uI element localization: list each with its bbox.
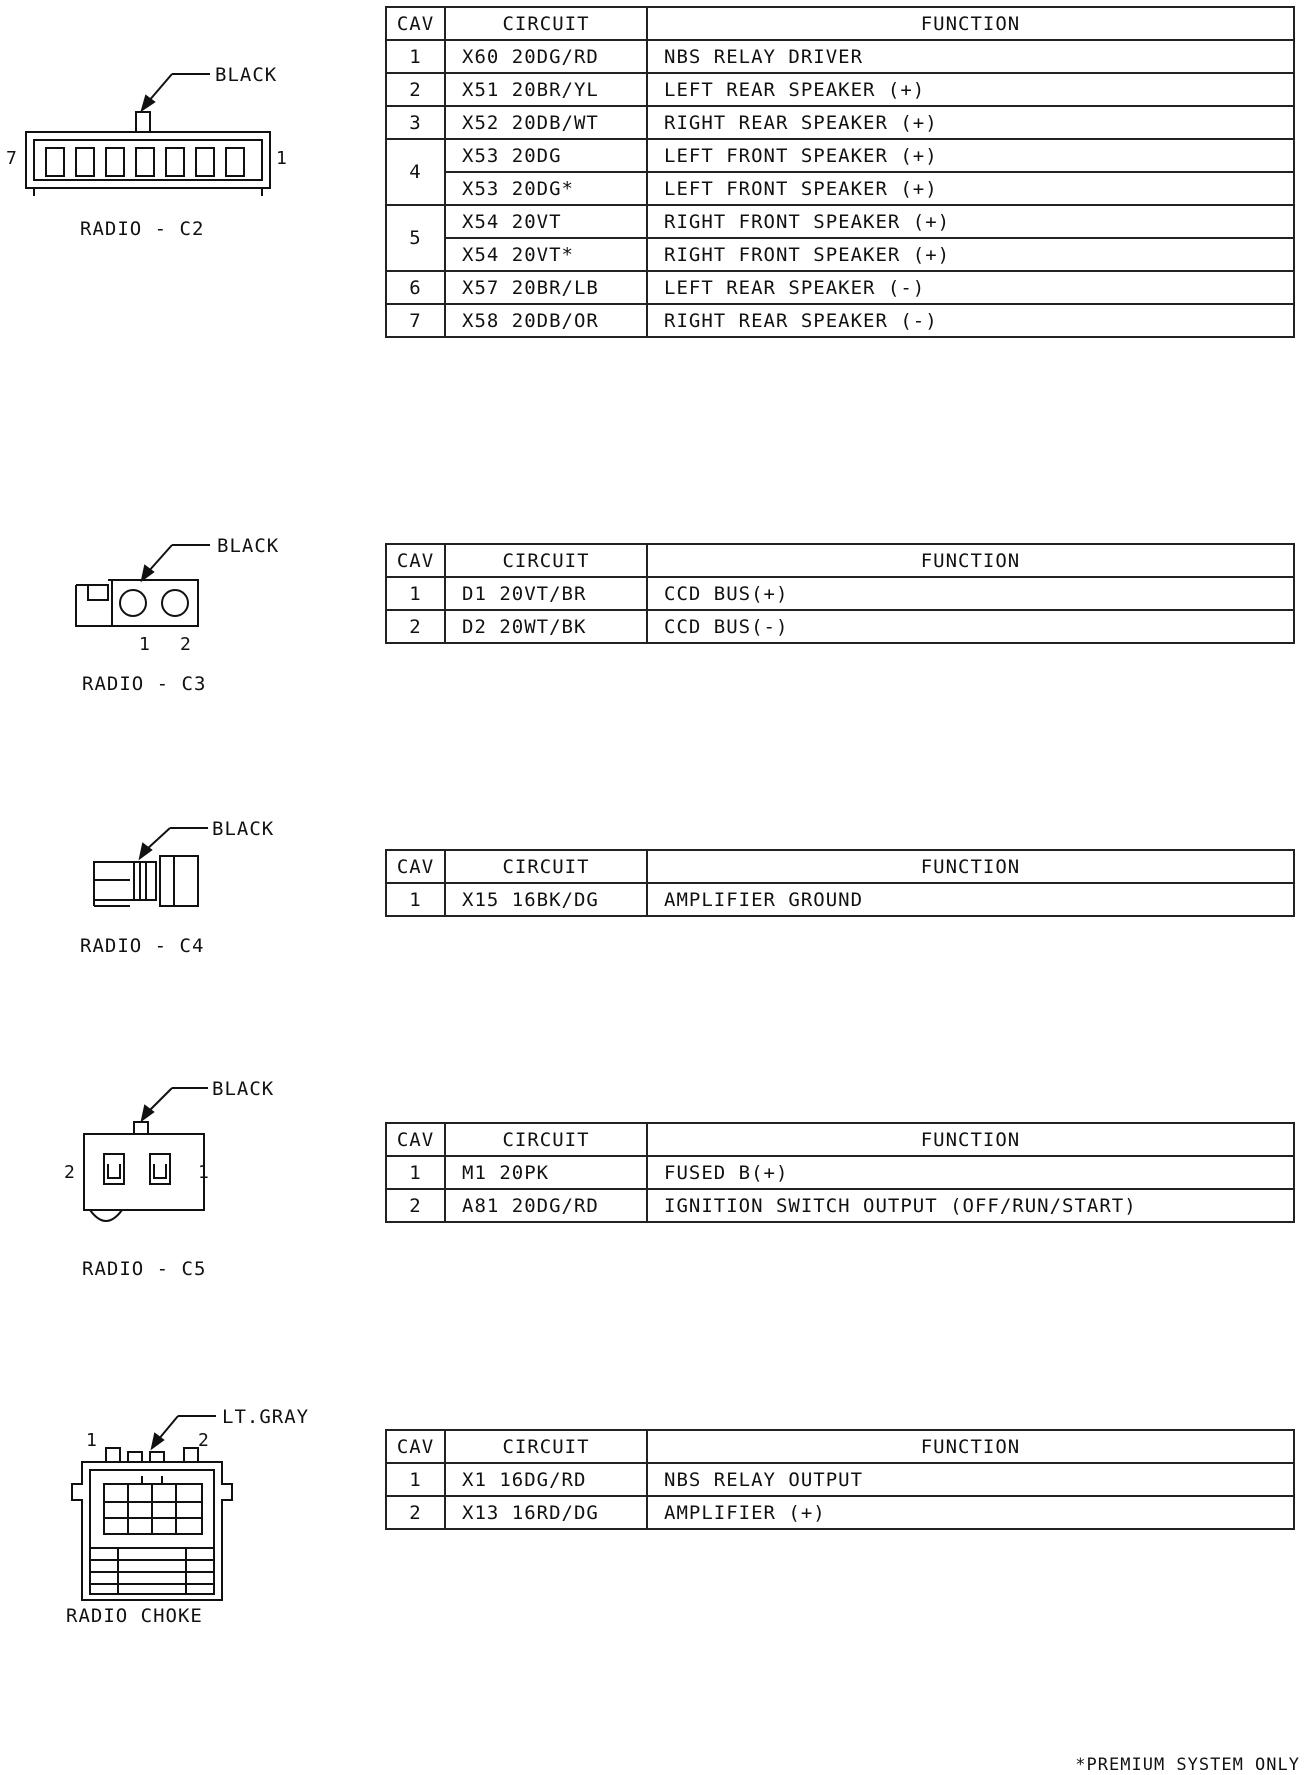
connector-c4-color: BLACK [212,818,275,840]
circuit-cell: M1 20PK [445,1156,647,1189]
function-cell: LEFT FRONT SPEAKER (+) [647,139,1294,172]
cav-cell: 3 [386,106,445,139]
circuit-cell: D1 20VT/BR [445,577,647,610]
function-cell: RIGHT REAR SPEAKER (+) [647,106,1294,139]
radio-choke-table [385,1429,1295,1530]
connector-c3-pin-left: 1 [139,634,150,655]
circuit-header: CIRCUIT [445,544,647,577]
circuit-cell: X51 20BR/YL [445,73,647,106]
connector-c3-label: RADIO - C3 [82,673,207,695]
table-header-row [386,850,1294,883]
radio-choke-drawing [0,0,320,1640]
table-row [386,139,1294,172]
table-header-row [386,1123,1294,1156]
function-cell: IGNITION SWITCH OUTPUT (OFF/RUN/START) [647,1189,1294,1222]
premium-system-footnote: *PREMIUM SYSTEM ONLY [1075,1755,1300,1775]
function-cell: AMPLIFIER (+) [647,1496,1294,1529]
circuit-cell: X53 20DG* [445,172,647,205]
table-row [386,1189,1294,1222]
function-cell: NBS RELAY DRIVER [647,40,1294,73]
connector-c4-table [385,849,1295,917]
cav-cell: 5 [386,205,445,271]
function-cell: LEFT REAR SPEAKER (+) [647,73,1294,106]
table-row [386,883,1294,916]
function-cell: FUSED B(+) [647,1156,1294,1189]
cav-header: CAV [386,1123,445,1156]
circuit-cell: A81 20DG/RD [445,1189,647,1222]
cav-header: CAV [386,850,445,883]
connector-c5-table [385,1122,1295,1223]
connector-c4-label: RADIO - C4 [80,935,205,957]
table-header-row [386,544,1294,577]
function-header: FUNCTION [647,7,1294,40]
circuit-header: CIRCUIT [445,850,647,883]
function-cell: NBS RELAY OUTPUT [647,1463,1294,1496]
circuit-cell: X54 20VT [445,205,647,238]
function-cell: CCD BUS(+) [647,577,1294,610]
connector-c5-color: BLACK [212,1078,275,1100]
table-row [386,238,1294,271]
function-header: FUNCTION [647,1430,1294,1463]
connector-c2-pin-left: 7 [6,148,17,169]
connector-c3-table [385,543,1295,644]
table-row [386,271,1294,304]
circuit-cell: X52 20DB/WT [445,106,647,139]
function-header: FUNCTION [647,544,1294,577]
circuit-header: CIRCUIT [445,1430,647,1463]
radio-choke-label: RADIO CHOKE [66,1605,203,1627]
function-cell: LEFT REAR SPEAKER (-) [647,271,1294,304]
cav-cell: 2 [386,73,445,106]
connector-c2-pin-right: 1 [276,148,287,169]
cav-cell: 1 [386,40,445,73]
circuit-header: CIRCUIT [445,7,647,40]
connector-c5-label: RADIO - C5 [82,1258,207,1280]
circuit-cell: D2 20WT/BK [445,610,647,643]
function-header: FUNCTION [647,850,1294,883]
circuit-cell: X57 20BR/LB [445,271,647,304]
connector-c3-pin-right: 2 [180,634,191,655]
circuit-cell: X58 20DB/OR [445,304,647,337]
table-row [386,1156,1294,1189]
function-cell: CCD BUS(-) [647,610,1294,643]
cav-cell: 1 [386,577,445,610]
table-row [386,40,1294,73]
function-cell: LEFT FRONT SPEAKER (+) [647,172,1294,205]
cav-cell: 6 [386,271,445,304]
table-row [386,304,1294,337]
table-row [386,172,1294,205]
table-header-row [386,1430,1294,1463]
radio-choke-color: LT.GRAY [222,1406,310,1428]
table-row [386,577,1294,610]
table-row [386,73,1294,106]
connector-c2-label: RADIO - C2 [80,218,205,240]
table-row [386,1463,1294,1496]
cav-header: CAV [386,1430,445,1463]
function-header: FUNCTION [647,1123,1294,1156]
connector-c5-pin-left: 2 [64,1162,75,1183]
circuit-cell: X1 16DG/RD [445,1463,647,1496]
function-cell: RIGHT FRONT SPEAKER (+) [647,238,1294,271]
connector-c2-table [385,6,1295,338]
function-cell: AMPLIFIER GROUND [647,883,1294,916]
radio-choke-pin-left: 1 [86,1430,97,1451]
radio-choke-pin-right: 2 [198,1430,209,1451]
table-row [386,106,1294,139]
connector-c3-color: BLACK [217,535,280,557]
circuit-header: CIRCUIT [445,1123,647,1156]
circuit-cell: X54 20VT* [445,238,647,271]
cav-cell: 1 [386,1156,445,1189]
table-header-row [386,7,1294,40]
connector-c2-color: BLACK [215,64,278,86]
cav-header: CAV [386,544,445,577]
cav-cell: 1 [386,883,445,916]
connector-c5-pin-right: 1 [198,1162,209,1183]
cav-cell: 4 [386,139,445,205]
table-row [386,610,1294,643]
function-cell: RIGHT FRONT SPEAKER (+) [647,205,1294,238]
cav-cell: 1 [386,1463,445,1496]
table-row [386,1496,1294,1529]
circuit-cell: X15 16BK/DG [445,883,647,916]
cav-cell: 2 [386,610,445,643]
function-cell: RIGHT REAR SPEAKER (-) [647,304,1294,337]
table-row [386,205,1294,238]
cav-cell: 2 [386,1189,445,1222]
circuit-cell: X60 20DG/RD [445,40,647,73]
cav-cell: 2 [386,1496,445,1529]
circuit-cell: X13 16RD/DG [445,1496,647,1529]
circuit-cell: X53 20DG [445,139,647,172]
cav-cell: 7 [386,304,445,337]
cav-header: CAV [386,7,445,40]
